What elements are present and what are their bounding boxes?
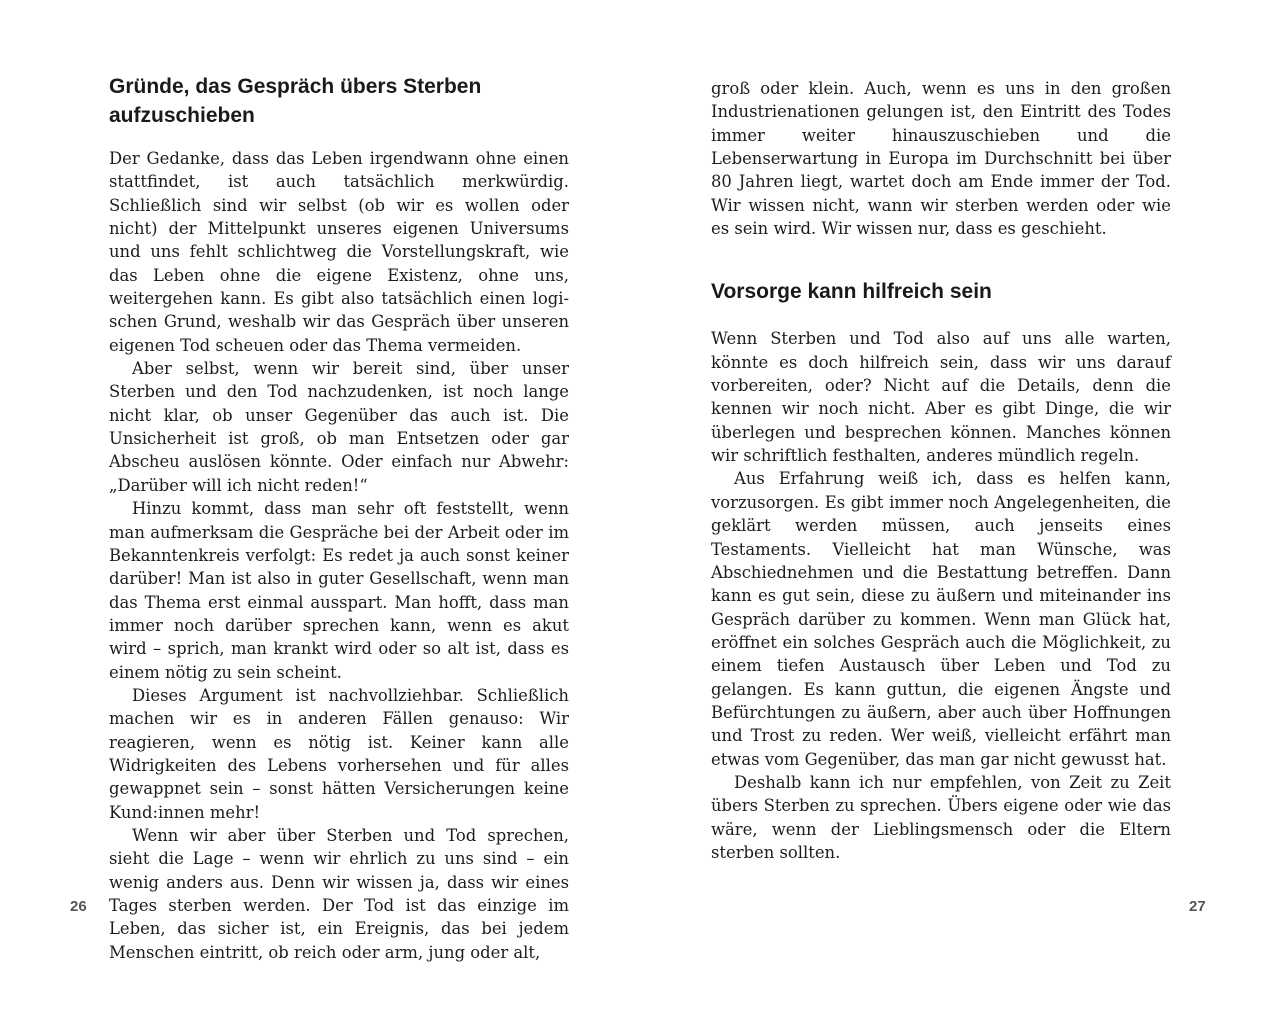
right-page-content (711, 77, 1171, 864)
paragraph: Aber selbst, wenn wir bereit sind, über unser Sterben und den Tod nachzudenken, ist noch lange nicht klar, ob unser Gegenüber das auch ist. Die Unsicherheit ist groß, ob man Entsetzen oder gar Abscheu auslösen könnte. Oder einfach nur Abwehr: „Darüber will ich nicht reden!“ (109, 359, 569, 495)
paragraph: Dieses Argument ist nachvollziehbar. Schließlich machen wir es in anderen Fällen genauso: Wir reagieren, wenn es nötig ist. Keiner kann alle Widrigkeiten des Lebens vorhersehen und für alles gewappnet sein – sonst hätten Versicherungen keine Kund:innen mehr! (109, 685, 569, 822)
paragraph: Der Gedanke, dass das Leben irgendwann ohne einen stattfindet, ist auch tatsächlich merkwürdig. Schließlich sind wir selbst (ob wir es wollen oder nicht) der Mittelpunkt unseres eigenen Universums und uns fehlt schlichtweg die Vorstellungskraft, wie das Leben ohne die eigene Existenz, ohne uns, weitergehen kann. Es gibt also tatsächlich einen logischen Grund, weshalb wir das Gespräch über unseren eigenen Tod scheuen oder das Thema vermeiden. (109, 149, 569, 355)
continuation-paragraph: groß oder klein. Auch, wenn es uns in den großen Industrienationen gelungen ist, den Eintritt des Todes immer weiter hinauszuschieben und die Lebenserwartung in Europa im Durchschnitt bei über 80 Jahren liegt, wartet doch am Ende immer der Tod. Wir wissen nicht, wann wir sterben werden oder wie es sein wird. Wir wissen nur, dass es geschieht. (711, 79, 1171, 239)
paragraph: Hinzu kommt, dass man sehr oft feststellt, wenn man aufmerksam die Gespräche bei der Arbeit oder im Bekanntenkreis verfolgt: Es redet ja auch sonst keiner darüber! Man ist also in guter Gesellschaft, wenn man das Thema erst einmal ausspart. Man hofft, dass man immer noch darüber sprechen kann, wenn es akut wird – sprich, man krankt wird oder so alt ist, dass es einem nötig zu sein scheint. (109, 499, 569, 682)
section-heading-vorsorge: Vorsorge kann hilfreich sein (711, 280, 992, 304)
left-page-content (109, 72, 569, 964)
right-page (640, 0, 1280, 1019)
section-heading-gruende: Gründe, das Gespräch übers Sterben aufzuschieben (109, 75, 482, 127)
page-number-right: 27 (1189, 898, 1206, 915)
paragraph: Wenn wir aber über Sterben und Tod sprechen, sieht die Lage – wenn wir ehrlich zu uns sind – ein wenig anders aus. Denn wir wissen ja, dass wir eines Tages sterben werden. Der Tod ist das einzige im Leben, das sicher ist, ein Ereignis, das bei jedem Menschen eintritt, ob reich oder arm, jung oder alt, (109, 825, 569, 962)
paragraph: Deshalb kann ich nur empfehlen, von Zeit zu Zeit übers Sterben zu sprechen. Übers eigene oder wie das wäre, wenn der Lieblingsmensch oder die Eltern sterben sollten. (711, 772, 1171, 862)
paragraph: Aus Erfahrung weiß ich, dass es helfen kann, vorzusorgen. Es gibt immer noch Angelegenheiten, die geklärt werden müssen, auch jenseits eines Testaments. Vielleicht hat man Wünsche, was Abschiednehmen und die Bestattung betreffen. Dann kann es gut sein, diese zu äußern und miteinander ins Gespräch darüber zu kommen. Wenn man Glück hat, eröffnet ein solches Gespräch auch die Möglichkeit, zu einem tiefen Austausch über Leben und Tod zu gelangen. Es kann guttun, die eigenen Ängste und Befürchtungen zu äußern, aber auch über Hoffnungen und Trost zu reden. Wer weiß, vielleicht erfährt man etwas vom Gegenüber, das man gar nicht gewusst hat. (711, 469, 1171, 769)
paragraph: Wenn Sterben und Tod also auf uns alle warten, könnte es doch hilfreich sein, dass wir uns darauf vorbereiten, oder? Nicht auf die Details, denn die kennen wir noch nicht. Aber es gibt Dinge, die wir überlegen und besprechen können. Manches können wir schriftlich festhalten, anderes mündlich regeln. (711, 329, 1171, 466)
page-number-left: 26 (70, 898, 87, 915)
